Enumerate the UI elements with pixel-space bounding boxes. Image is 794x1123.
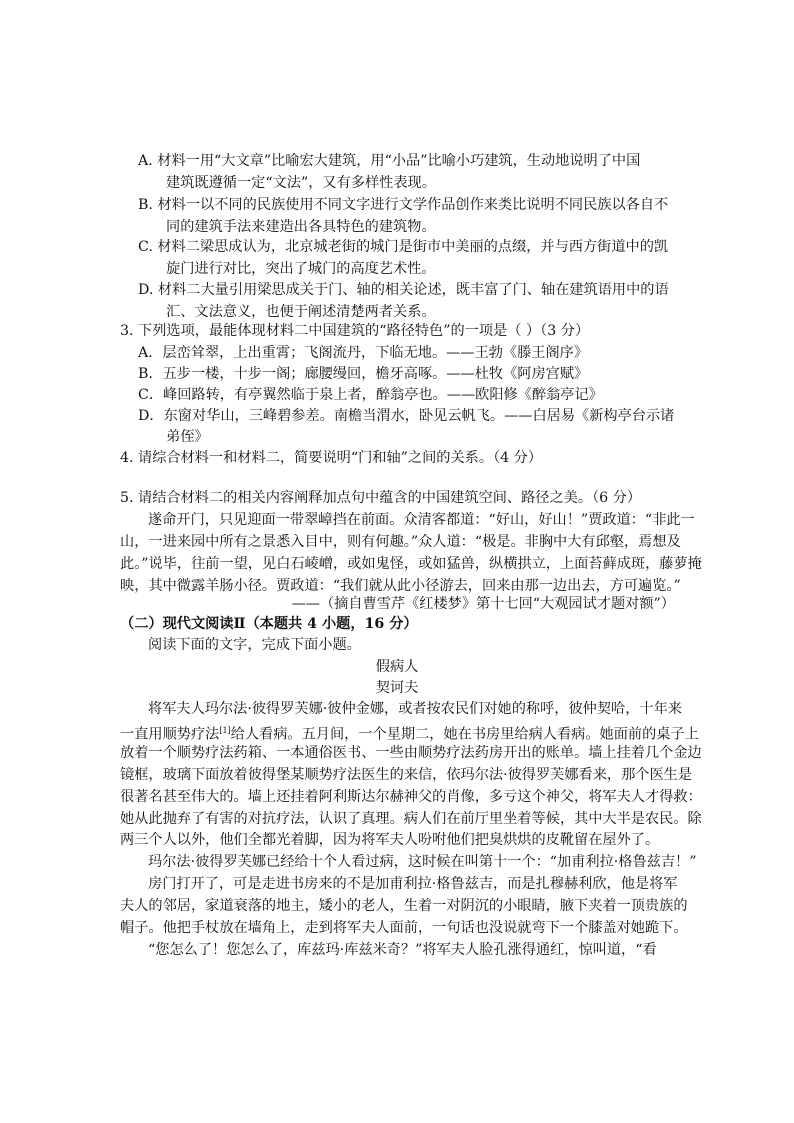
section-heading: （二）现代文阅读Ⅱ（本题共 4 小题，16 分） bbox=[120, 616, 418, 632]
q2-option-b-line1: B. 材料一以不同的民族使用不同文字进行文学作品创作来类比说明不同民族以各自不 bbox=[138, 197, 669, 213]
q2-option-b-line2: 同的建筑手法来建造出各具特色的建筑物。 bbox=[166, 219, 436, 235]
q5-source: ——（摘自曹雪芹《红楼梦》第十七回“大观园试才题对额”） bbox=[291, 596, 675, 612]
q2-option-a-line2: 建筑既遵循一定“文法”，又有多样性表现。 bbox=[166, 175, 436, 191]
section-instruction: 阅读下面的文字，完成下面小题。 bbox=[148, 637, 361, 653]
q5-passage-line: 山，一进来园中所有之景悉入目中，则有何趣。”众人道：“极是。非胸中大有邱壑，焉想及 bbox=[120, 534, 681, 550]
q5-passage-line: 遂命开门，只见迎面一带翠嶂挡在前面。众清客都道：“好山，好山！”贾政道：“非此一 bbox=[148, 512, 695, 528]
story-title: 假病人 bbox=[375, 659, 419, 675]
q2-option-d-line2: 汇、文法意义，也便于阐述清楚两者关系。 bbox=[166, 304, 436, 320]
story-paragraph-line: 放着一个顺势疗法药箱、一本通俗医书、一些由顺势疗法药房开出的账单。墙上挂着几个金边 bbox=[120, 745, 702, 761]
q3-option-d-line2: 弟侄》 bbox=[166, 429, 209, 445]
q5-passage-line: 映，其中微露羊肠小径。贾政道：“我们就从此小径游去，回来由那一边出去，方可遍览。” bbox=[120, 578, 681, 594]
footnote-mark: [1] bbox=[219, 726, 231, 735]
story-paragraph-line: 两三个人以外，他们全都光着脚，因为将军夫人吩咐他们把臭烘烘的皮靴留在屋外了。 bbox=[120, 832, 660, 848]
q3-stem: 3. 下列选项，最能体现材料二中国建筑的“路径特色”的一项是（ ）（3 分） bbox=[120, 323, 590, 339]
story-text: 一直用顺势疗法 bbox=[120, 726, 220, 743]
q5-stem: 5. 请结合材料二的相关内容阐释加点句中蕴含的中国建筑空间、路径之美。（6 分） bbox=[120, 490, 642, 506]
q2-option-c-line1: C. 材料二梁思成认为，北京城老街的城门是街市中美丽的点缀，并与西方街道中的凯 bbox=[138, 239, 669, 255]
q2-option-a-line1: A. 材料一用“大文章”比喻宏大建筑，用“小品”比喻小巧建筑，生动地说明了中国 bbox=[138, 153, 641, 169]
q2-option-c-line2: 旋门进行对比，突出了城门的高度艺术性。 bbox=[166, 261, 436, 277]
q3-option-a: A．层峦耸翠，上出重霄；飞阁流丹，下临无地。——王勃《滕王阁序》 bbox=[138, 345, 589, 361]
story-paragraph-line: 帽子。他把手杖放在墙角上，走到将军夫人面前，一句话也没说就弯下一个膝盖对她跪下。 bbox=[120, 920, 688, 936]
story-paragraph-line: 玛尔法·彼得罗芙娜已经给十个人看过病，这时候在叫第十一个：“加甫利拉·格鲁兹吉！” bbox=[148, 854, 697, 870]
story-paragraph-line: “您怎么了！您怎么了，库兹玛·库兹米奇？”将军夫人脸孔涨得通红，惊叫道，“看 bbox=[148, 942, 657, 958]
q3-option-c: C．峰回路转，有亭翼然临于泉上者，醉翁亭也。——欧阳修《醉翁亭记》 bbox=[138, 387, 603, 403]
q2-option-d-line1: D. 材料二大量引用梁思成关于门、轴的相关论述，既丰富了门、轴在建筑语用中的语 bbox=[138, 282, 669, 298]
story-paragraph-line: 房门打开了，可是走进书房来的不是加甫利拉·格鲁兹吉，而是扎穆赫利欣，他是将军 bbox=[148, 876, 678, 892]
story-paragraph-line: 镜框，玻璃下面放着彼得堡某顺势疗法医生的来信，依玛尔法·彼得罗芙娜看来，那个医生是 bbox=[120, 767, 693, 783]
story-paragraph-line: 很著名甚至伟大的。墙上还挂着阿利斯达尔赫神父的肖像，多亏这个神父，将军夫人才得救： bbox=[120, 789, 702, 805]
q5-passage-line: 此。”说毕，往前一望，见白石崚嶒，或如鬼怪，或如猛兽，纵横拱立，上面苔藓成斑，藤萝掩 bbox=[120, 556, 702, 572]
story-text: 给人看病。五月间，一个星期二，她在书房里给病人看病。她面前的桌子上 bbox=[230, 726, 699, 743]
q3-option-d-line1: D．东窗对华山，三峰碧参差。南檐当渭水，卧见云帆飞。——白居易《新构亭台示诸 bbox=[138, 408, 675, 424]
story-paragraph-line: 她从此抛弃了有害的对抗疗法，认识了真理。病人们在前厅里坐着等候，其中大半是农民。除 bbox=[120, 811, 702, 827]
story-paragraph-line: 夫人的邻居，家道衰落的地主，矮小的老人，生着一对阴沉的小眼睛，腋下夹着一顶贵族的 bbox=[120, 898, 688, 914]
q4-stem: 4. 请综合材料一和材料二，简要说明“门和轴”之间的关系。（4 分） bbox=[120, 450, 543, 466]
story-paragraph-line: 将军夫人玛尔法·彼得罗芙娜·彼仲金娜，或者按农民们对她的称呼，彼仲契哈，十年来 bbox=[148, 701, 682, 717]
q3-option-b: B．五步一楼，十步一阁；廊腰缦回，檐牙高啄。——杜牧《阿房宫赋》 bbox=[138, 366, 589, 382]
story-author: 契诃夫 bbox=[375, 680, 419, 696]
